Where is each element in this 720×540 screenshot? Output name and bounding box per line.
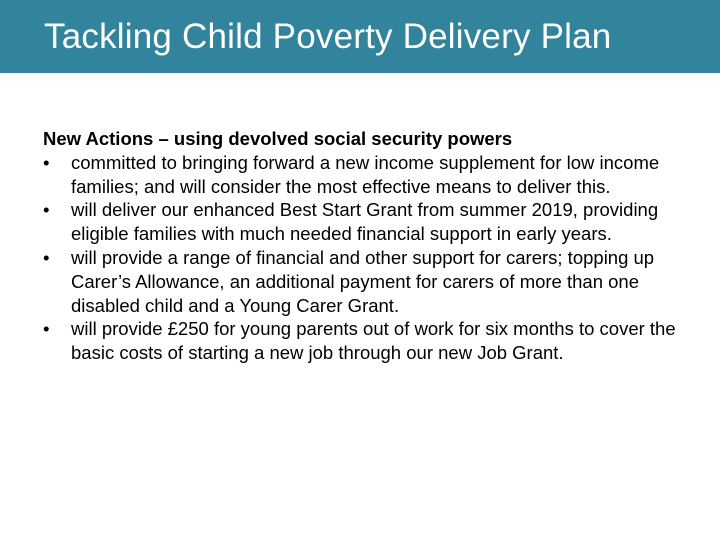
bullet-text: will provide £250 for young parents out of work for six months to cover the basic costs of starting a new job through our new Job Grant.: [71, 318, 676, 364]
bullet-marker: •: [43, 318, 50, 340]
bullet-text: will provide a range of financial and other support for carers; topping up Carer’s Allowance, an additional payment for carers of more than one disabled child and a Young Carer Grant.: [71, 246, 655, 316]
bullet-text: committed to bringing forward a new income supplement for low income families; and will consider the most effective means to deliver this.: [71, 151, 660, 197]
title-bar: [0, 0, 720, 73]
section-heading: New Actions – using devolved social security powers: [43, 128, 513, 149]
bullet-marker: •: [43, 246, 50, 268]
bullet-list: [43, 151, 683, 365]
slide-title: Tackling Child Poverty Delivery Plan: [44, 17, 612, 56]
bullet-item-3: [43, 246, 683, 317]
bullet-item-4: [43, 317, 683, 365]
bullet-marker: •: [43, 151, 50, 173]
bullet-marker: •: [43, 199, 50, 221]
bullet-item-1: [43, 151, 683, 199]
slide-content: [43, 127, 683, 365]
bullet-item-2: [43, 198, 683, 246]
bullet-text: will deliver our enhanced Best Start Grant from summer 2019, providing eligible families with much needed financial support in early years.: [71, 199, 659, 245]
